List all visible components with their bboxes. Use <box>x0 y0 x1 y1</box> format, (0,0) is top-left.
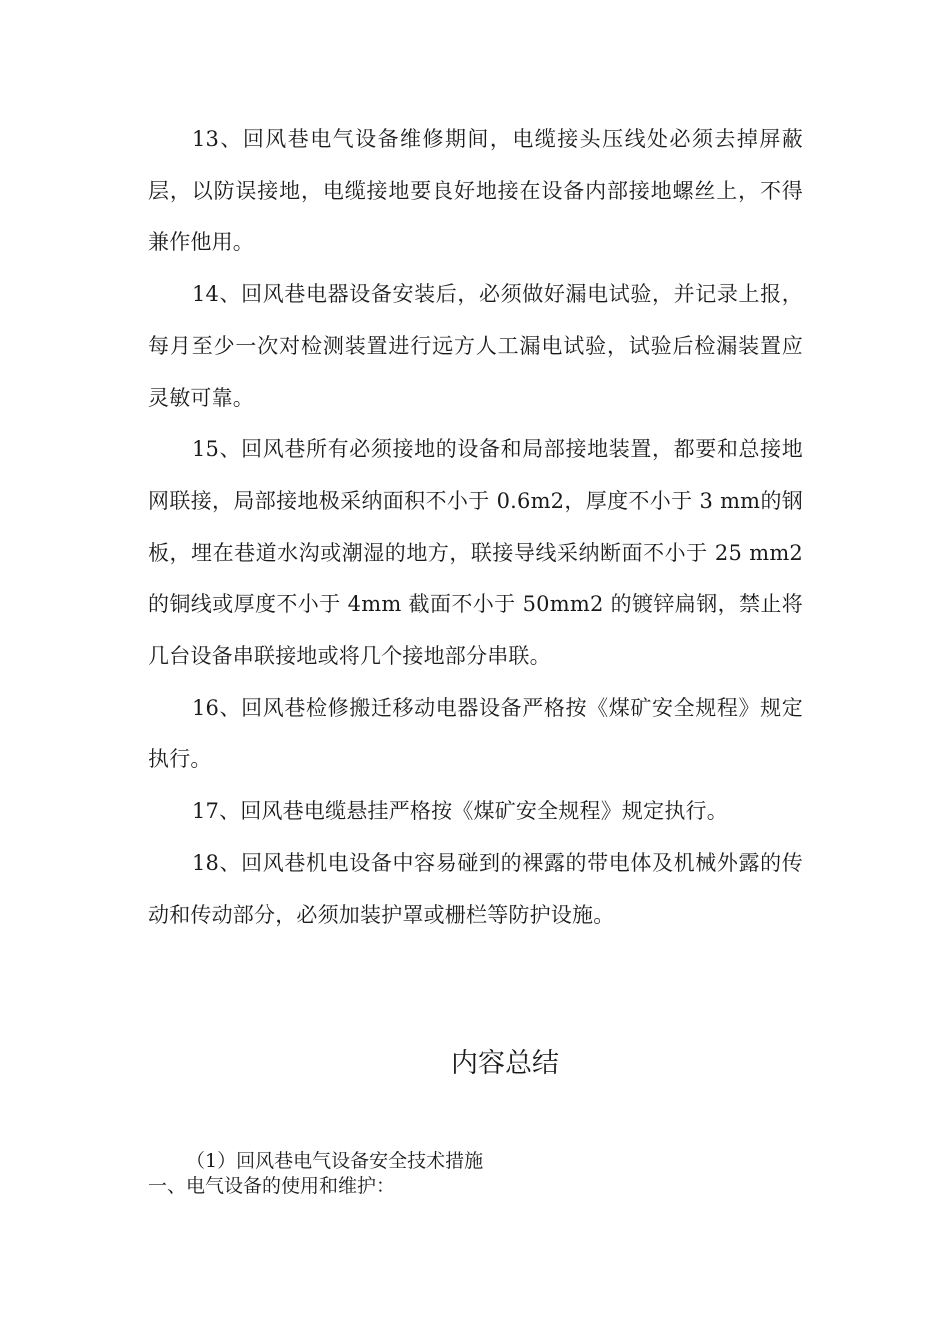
paragraph-18: 18、回风巷机电设备中容易碰到的裸露的带电体及机械外露的传动和传动部分，必须加装护罩或栅栏等防护设施。 <box>148 850 803 927</box>
paragraph-15: 15、回风巷所有必须接地的设备和局部接地装置，都要和总接地网联接，局部接地极采纳面积不小于 0.6m2，厚度不小于 3 mm的钢板，埋在巷道水沟或潮湿的地方，联接导线采纳断面不小于 25 mm2 的铜线或厚度不小于 4mm 截面不小于 50mm2 的镀锌扁钢，禁止将几台设备串联接地或将几个接地部分串联。 <box>148 437 803 669</box>
summary-title: 内容总结 <box>451 1048 559 1079</box>
body-text <box>148 114 803 941</box>
paragraph-14: 14、回风巷电器设备安装后，必须做好漏电试验，并记录上报，每月至少一次对检测装置进行远方人工漏电试验，试验后检漏装置应灵敏可靠。 <box>148 282 803 410</box>
paragraph-13: 13、回风巷电气设备维修期间，电缆接头压线处必须去掉屏蔽层，以防误接地，电缆接地要良好地接在设备内部接地螺丝上，不得兼作他用。 <box>148 127 803 255</box>
paragraph-17: 17、回风巷电缆悬挂严格按《煤矿安全规程》规定执行。 <box>192 799 728 824</box>
summary-line-1: （1）回风巷电气设备安全技术措施 <box>186 1150 484 1172</box>
paragraph-16: 16、回风巷检修搬迁移动电器设备严格按《煤矿安全规程》规定执行。 <box>148 695 803 772</box>
summary-line-2: 一、电气设备的使用和维护： <box>148 1175 396 1197</box>
